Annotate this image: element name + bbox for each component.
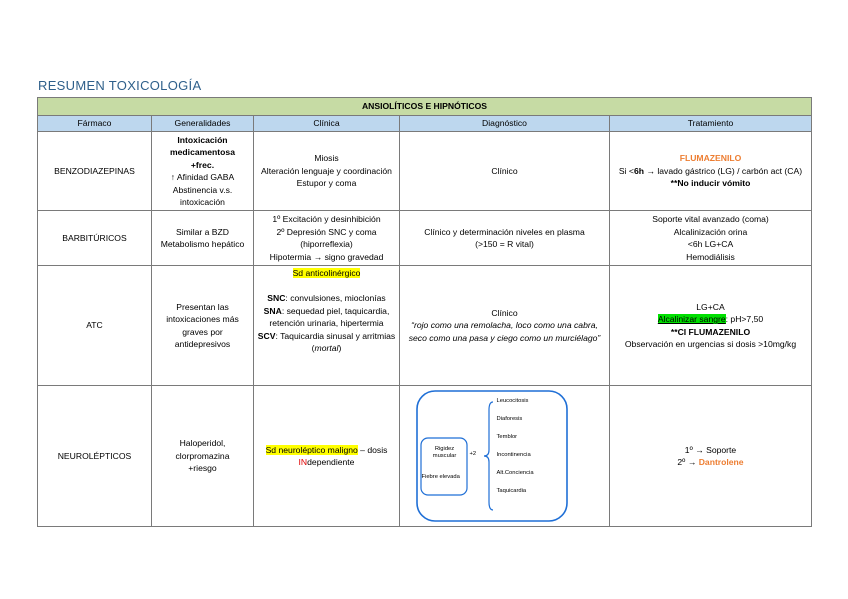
generalidades-cell bbox=[152, 386, 254, 527]
header-diagnostico: Diagnóstico bbox=[400, 116, 610, 132]
text-fragment: IN bbox=[298, 457, 308, 467]
farmaco-cell: ATC bbox=[38, 266, 152, 386]
text-fragment: dependiente bbox=[307, 457, 355, 467]
clinica-cell bbox=[254, 132, 400, 211]
header-clinica: Clínica bbox=[254, 116, 400, 132]
criteria-brace bbox=[484, 402, 493, 510]
text-line bbox=[257, 305, 396, 330]
text-fragment: SNC bbox=[267, 293, 286, 303]
text-line: 2º Depresión SNC y coma (hiporreflexia) bbox=[276, 226, 377, 249]
text-line: LG+CA bbox=[696, 301, 725, 312]
text-fragment: : pH>7,50 bbox=[725, 314, 764, 324]
text-line bbox=[257, 292, 396, 305]
farmaco-cell: NEUROLÉPTICOS bbox=[38, 386, 152, 527]
text-line: Clínico bbox=[491, 307, 518, 318]
text-fragment: : sequedad piel, taquicardia, retención urinaria, hipertermia bbox=[269, 305, 390, 328]
clinica-cell bbox=[254, 266, 400, 386]
text-line: (>150 = R vital) bbox=[475, 239, 534, 249]
table-row-atc bbox=[38, 266, 812, 386]
spacer bbox=[257, 280, 396, 293]
diagram-item: Alt.Conciencia bbox=[496, 470, 534, 476]
diagram-label-plus-two: +2 bbox=[469, 451, 477, 457]
text-line: Haloperidol, clorpromazina bbox=[175, 438, 230, 461]
text-line: Estupor y coma bbox=[296, 178, 357, 189]
farmaco-cell: BENZODIAZEPINAS bbox=[38, 132, 152, 211]
text-line: Clínico y determinación niveles en plasma bbox=[424, 226, 585, 237]
text-fragment: Si < bbox=[618, 165, 634, 176]
tratamiento-cell bbox=[610, 211, 812, 266]
text-line: +frec. bbox=[190, 159, 215, 170]
text-line bbox=[613, 456, 808, 469]
tratamiento-cell bbox=[610, 266, 812, 386]
section-row bbox=[38, 98, 812, 116]
section-title: ANSIOLÍTICOS E HIPNÓTICOS bbox=[38, 98, 812, 116]
diagram-label-fiebre: Fiebre elevada bbox=[421, 474, 460, 480]
text-fragment: ) bbox=[338, 343, 342, 353]
text-line: Similar a BZD bbox=[175, 226, 229, 237]
criteria-diagram bbox=[405, 388, 605, 524]
text-line: 1º Excitación y desinhibición bbox=[272, 214, 381, 224]
header-generalidades: Generalidades bbox=[152, 116, 254, 132]
highlight-sd-neuroleptico: Sd neuroléptico maligno bbox=[265, 444, 358, 455]
text-fragment: 2º → bbox=[677, 457, 699, 467]
highlight-alcalinizar-sangre: Alcalinizar sangre bbox=[657, 314, 726, 324]
table-row-neurolepticos bbox=[38, 386, 812, 527]
diagram-item: Temblor bbox=[496, 434, 518, 440]
text-line: Metabolismo hepático bbox=[160, 239, 245, 249]
text-fragment: SNA bbox=[263, 305, 282, 316]
tratamiento-cell bbox=[610, 386, 812, 527]
diagram-item: Taquicardia bbox=[496, 488, 527, 494]
text-fragment: : convulsiones, mioclonías bbox=[285, 293, 386, 303]
diagram-label-rigidez: Rigidez muscular bbox=[432, 446, 457, 459]
text-line: +riesgo bbox=[188, 463, 217, 474]
diagram-item: Leucocitosis bbox=[496, 398, 529, 404]
diagram-item: Diaforesis bbox=[496, 416, 523, 422]
text-line: Hemodiálisis bbox=[686, 251, 735, 262]
text-line: Alcalinización orina bbox=[673, 226, 748, 237]
text-line: “rojo como una remolacha, loco como una cabra, seco como una pasa y ciego como un murciélago” bbox=[408, 320, 601, 343]
generalidades-cell bbox=[152, 132, 254, 211]
header-farmaco: Fármaco bbox=[38, 116, 152, 132]
header-row bbox=[38, 116, 812, 132]
text-line: 1º → Soporte bbox=[684, 444, 737, 455]
flumazenilo-label: FLUMAZENILO bbox=[679, 153, 742, 164]
text-line: Observación en urgencias si dosis >10mg/kg bbox=[624, 339, 797, 349]
text-line bbox=[257, 330, 396, 355]
text-line: Intoxicación medicamentosa bbox=[170, 134, 235, 157]
text-line: ↑ Afinidad GABA bbox=[170, 172, 235, 182]
text-fragment: SCV bbox=[257, 330, 276, 341]
text-line: **No inducir vómito bbox=[670, 178, 751, 189]
text-line: Miosis bbox=[314, 153, 339, 164]
diagnostico-cell bbox=[400, 211, 610, 266]
text-line: Soporte vital avanzado (coma) bbox=[652, 214, 769, 224]
text-line: Hipotermia → signo gravedad bbox=[269, 251, 384, 262]
text-line bbox=[257, 267, 396, 280]
text-line: Alteración lenguaje y coordinación bbox=[261, 165, 392, 176]
farmaco-cell: BARBITÚRICOS bbox=[38, 211, 152, 266]
text-fragment: : Taquicardia sinusal y arritmias ( bbox=[275, 330, 396, 353]
generalidades-cell: Presentan las intoxicaciones más graves por antidepresivos bbox=[152, 266, 254, 386]
text-line bbox=[613, 165, 808, 178]
table-row-benzodiazepinas bbox=[38, 132, 812, 211]
diagnostico-cell bbox=[400, 266, 610, 386]
header-tratamiento: Tratamiento bbox=[610, 116, 812, 132]
text-line bbox=[613, 313, 808, 326]
generalidades-cell bbox=[152, 211, 254, 266]
toxicology-table bbox=[37, 97, 812, 527]
diagnostico-cell bbox=[400, 386, 610, 527]
diagram-item: Incontinencia bbox=[496, 452, 531, 458]
document-title: RESUMEN TOXICOLOGÍA bbox=[38, 78, 202, 93]
text-line: Abstinencia v.s. intoxicación bbox=[172, 184, 233, 207]
text-fragment: Dantrolene bbox=[698, 457, 744, 467]
text-fragment: – dosis bbox=[357, 444, 388, 455]
clinica-cell bbox=[254, 386, 400, 527]
text-fragment: 6h bbox=[633, 165, 644, 176]
tratamiento-cell bbox=[610, 132, 812, 211]
text-line: <6h LG+CA bbox=[687, 239, 734, 249]
highlight-sd-anticolinergico: Sd anticolinérgico bbox=[292, 268, 361, 278]
table-row-barbituricos bbox=[38, 211, 812, 266]
text-fragment: → lavado gástrico (LG) / carbón act (CA) bbox=[644, 165, 803, 176]
text-fragment: mortal bbox=[314, 343, 339, 353]
text-line: **CI FLUMAZENILO bbox=[670, 326, 751, 337]
diagnostico-cell: Clínico bbox=[400, 132, 610, 211]
clinica-cell bbox=[254, 211, 400, 266]
